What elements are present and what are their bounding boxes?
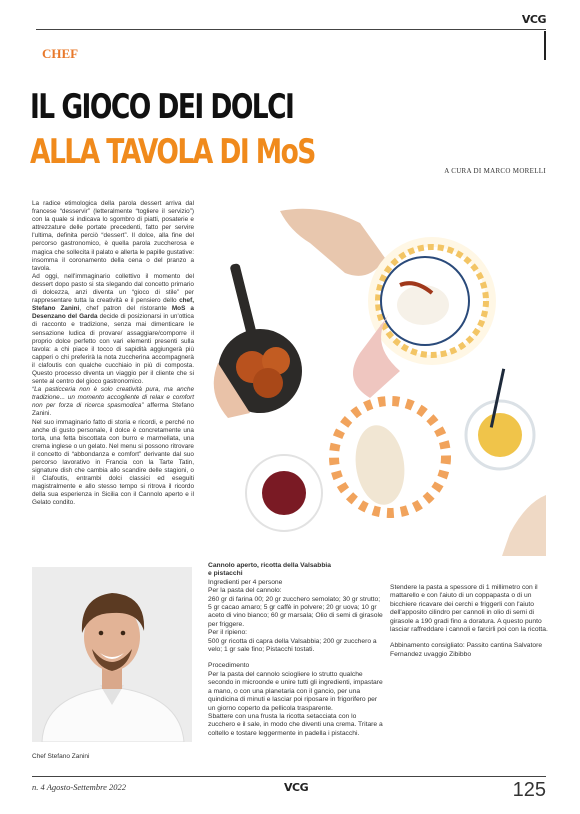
procedure-step-3: Stendere la pasta a spessore di 1 millimetro con il mattarello e con l'aiuto di un coppapasta o di un bicchiere ricavare dei cerchi e friggerli con l'aiuto dell'apposito cilindro per cannoli in olio di semi di girasole a 190 gradi fino a doratura. A questo punto lasciar raffreddare i cannoli e farcirli poi con la ricotta. [390, 584, 548, 634]
paragraph-3: Nel suo immaginario fatto di storia e ricordi, e perché no anche di gusto personale, il dolce è concretamente una torta, una fetta biscottata con burro e marmellata, una crema inglese o un gelato. Nel menu si possono ritrovare il concetto di “abbondanza e comfort” derivante dal suo percorso lavorativo in Francia con la Tarte Tatin, signature dish che cambia allo scandire delle stagioni, o il Clafoutis, entrambi dolci classici ed eseguiti magistralmente e allo stesso tempo si ritrova il ricordo della sua esperienza in Sicilia con il Cannolo aperto e il Gelato condito. [32, 418, 194, 507]
right-accent-bar [544, 31, 546, 60]
pasta-heading: Per la pasta del cannolo: [208, 587, 282, 595]
footer-issue: n. 4 Agosto-Settembre 2022 [32, 782, 126, 792]
recipe-title: Cannolo aperto, ricotta della Valsabbia [208, 562, 332, 569]
restaurant-name: MoS a Desenzano del Garda [32, 305, 194, 321]
chef-portrait [32, 567, 192, 742]
procedure-heading: Procedimento [208, 662, 250, 670]
paragraph-1: La radice etimologica della parola dessert arriva dal francese “desservir” (letteralmente “togliere il servizio”) con la quale si indicava lo sgombro di piatti, posaterie e attrezzature delle portate precedenti, fatto per servire l'ultima, definita perciò “dessert”. Il dolce, alla fine del percorso gastronomico, è quella parola zuccherosa e magica che sollecita il palato e allerta le papille gustative: insomma il coronamento della cena o del pranzo a tavola. [32, 200, 194, 272]
paragraph-2-text-c: decide di posizionarsi in un'ottica di racconto e tradizione, senza mai dimenticare le sensazione ludica di provare/ assaggiare/comporre il proprio dolce perfetto con vari elementi presenti sulla tavola: a chi piace il tocco di sapidità aggiungerà più capperi o chi preferirà la nota zuccherina accompagnerà il clafoutis con qualche cucchiaio in più di composta. Questo processo diventa un viaggio per il cliente che si sente al centro del gioco gastronomico. [32, 313, 194, 386]
filling-heading: Per il ripieno: [208, 629, 248, 637]
title-line-1: IL GIOCO DEI DOLCI [30, 87, 294, 127]
quote-attribution: afferma Stefano Zanini. [32, 402, 194, 418]
dessert-photo [210, 203, 546, 556]
paragraph-2 [32, 273, 194, 386]
chef-photo [32, 567, 192, 742]
chef-name: chef, Stefano Zanini [32, 297, 194, 313]
footer-logo: VCG [284, 781, 309, 794]
recipe-title-2: e pistacchi [208, 570, 243, 578]
bottom-rule [32, 776, 546, 777]
paragraph-2-text: Ad oggi, nell'immaginario collettivo il momento del dessert dopo pasto si sta slegando dal concetto primario di dolcezza, anzi diventa un “gioco di stile” per rappresentare tutta la creatività e il pensiero dello [32, 272, 194, 305]
paragraph-2-text-b: , chef patron del ristorante [79, 305, 172, 313]
procedure-step-1: Per la pasta del cannolo sciogliere lo strutto qualche secondo in microonde e unire tutti gli ingredienti, impastare a mano, o con una planetaria con il gancio, per una quindicina di minuti e lasciar poi riposare in frigorifero per un giorno coperto da pellicola trasparente. [208, 670, 383, 712]
filling-ingredients: 500 gr ricotta di capra della Valsabbia; 200 gr zucchero a velo; 1 gr sale fino; Pistacchi tostati. [208, 637, 377, 654]
top-logo: VCG [521, 13, 546, 26]
page-number: 125 [512, 779, 546, 801]
photo-caption: Chef Stefano Zanini [32, 753, 90, 760]
wine-pairing: Abbinamento consigliato: Passito cantina Salvatore Fernandez uvaggio Zibibbo [390, 642, 543, 658]
procedure-step-2: Sbattere con una frusta la ricotta setacciata con lo zucchero e il sale, in modo che diventi una crema. Tritare a coltello e tostare leggermente in padella i pistacchi. [208, 712, 383, 737]
pasta-ingredients: 260 gr di farina 00; 20 gr zucchero semolato; 30 gr strutto; 5 gr cacao amaro; 5 gr caffè in polvere; 20 gr uova; 10 gr aceto di vino bianco; 60 gr marsala; Olio di semi di girasole per friggere. [208, 595, 383, 628]
recipe-servings: Ingredienti per 4 persone [208, 578, 283, 586]
dessert-photo-illustration [210, 203, 546, 556]
recipe-column-2 [390, 584, 548, 659]
section-label: CHEF [42, 46, 79, 61]
quote-paragraph [32, 386, 194, 418]
title-line-2: ALLA TAVOLA DI MoS [30, 132, 315, 172]
top-rule [36, 29, 546, 30]
recipe-column-1 [208, 562, 384, 738]
article-body [32, 200, 194, 508]
chef-quote: “La pasticceria non è solo creatività pura, ma anche tradizione... un momento accogliente di relax e comfort non per forza di ricerca spasmodica” [32, 386, 194, 410]
byline: A CURA DI MARCO MORELLI [444, 167, 546, 175]
